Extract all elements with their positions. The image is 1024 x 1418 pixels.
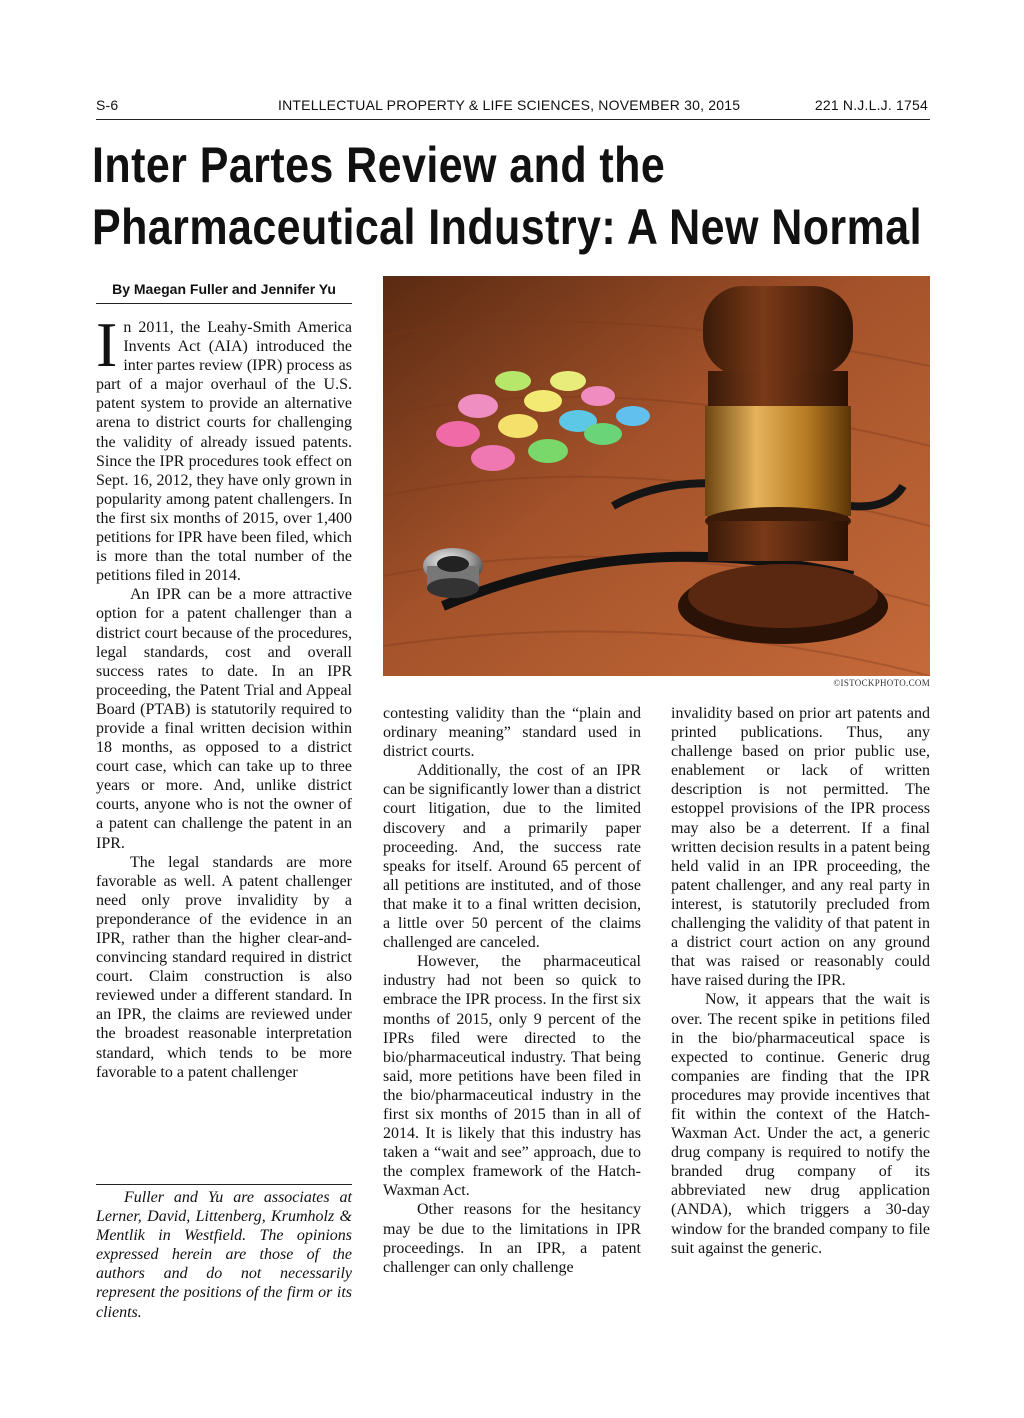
paragraph-4: contesting validity than the “plain and ordinary meaning” standard used in district courts. (383, 705, 641, 761)
gavel-stethoscope-pills-image (383, 276, 930, 676)
byline: By Maegan Fuller and Jennifer Yu (96, 281, 352, 304)
paragraph-1: In 2011, the Leahy-Smith America Invents Act (AIA) introduced the inter partes review (IPR) process as part of a major overhaul of the U.S. patent system to provide an alternative arena to district courts for challenging the validity of already issued patents. Since the IPR procedures took effect on Sept. 16, 2012, they have only grown in popularity among patent challengers. In the first six months of 2015, over 1,400 petitions for IPR have been filed, which is more than the total number of the petitions filed in 2014. (96, 309, 352, 585)
article-headline (92, 134, 922, 258)
drop-cap: I (96, 309, 118, 380)
headline-line-2: Pharmaceutical Industry: A New Normal (92, 199, 922, 255)
section-title: INTELLECTUAL PROPERTY & LIFE SCIENCES, NOVEMBER 30, 2015 (278, 97, 741, 113)
paragraph-3: The legal standards are more favorable as well. A patent challenger need only prove invalidity by a preponderance of the evidence in an IPR, rather than the higher clear-and-convincing standard required in district court. Claim construction is also reviewed under a different standard. In an IPR, the claims are reviewed under the broadest reasonable interpretation standard, which tends to be more favorable to a patent challenger (96, 853, 352, 1081)
column-3 (671, 704, 930, 1258)
paragraph-8: invalidity based on prior art patents and printed publications. Thus, any challenge based on prior public use, enablement or lack of written description is not permitted. The estoppel provisions of the IPR process may also be a deterrent. If a final written decision results in a patent being held valid in an IPR proceeding, the patent challenger, and any real party in interest, is statutorily precluded from challenging the validity of that patent in a district court action on any ground that was raised or reasonably could have raised during the IPR. (671, 705, 930, 990)
citation: 221 N.J.L.J. 1754 (814, 97, 928, 113)
headline-line-1: Inter Partes Review and the (92, 137, 666, 193)
page-number: S-6 (96, 97, 119, 113)
column-2 (383, 704, 641, 1277)
paragraph-6: However, the pharmaceutical industry had not been so quick to embrace the IPR process. In the first six months of 2015, only 9 percent of the IPRs filed were directed to the bio/pharmaceutical industry. That being said, more petitions have been filed in the bio/pharmaceutical industry in the first six months of 2015 than in all of 2014. It is likely that this industry has taken a “wait and see” approach, due to the complex framework of the Hatch-Waxman Act. (383, 953, 641, 1200)
photo-credit: ©ISTOCKPHOTO.COM (833, 678, 930, 688)
footnote-text: Fuller and Yu are associates at Lerner, David, Littenberg, Krumholz & Mentlik in Westfield. The opinions expressed herein are those of the authors and do not necessarily represent the positions of the firm or its clients. (96, 1189, 352, 1321)
running-header (96, 97, 930, 120)
paragraph-9: Now, it appears that the wait is over. The recent spike in petitions filed in the bio/pharmaceutical space is expected to continue. Generic drug companies are finding that the IPR procedures may provide incentives that fit within the context of the Hatch-Waxman Act. Under the act, a generic drug company is required to notify the branded drug company of its abbreviated new drug application (ANDA), which triggers a 30-day window for the branded company to file suit against the generic. (671, 991, 930, 1257)
column-1 (96, 309, 352, 1082)
paragraph-5: Additionally, the cost of an IPR can be significantly lower than a district court litigation, due to the limited discovery and a primarily paper proceeding. And, the success rate speaks for itself. Around 65 percent of all petitions are instituted, and of those that make it to a final written decision, a little over 50 percent of the claims challenged are canceled. (383, 762, 641, 952)
article-photo (383, 276, 930, 676)
paragraph-2: An IPR can be a more attractive option for a patent challenger than a district court because of the procedures, legal standards, cost and overall success rates to date. In an IPR proceeding, the Patent Trial and Appeal Board (PTAB) is statutorily required to provide a final written decision within 18 months, as opposed to a district court case, which can take up to three years or more. And, unlike district courts, anyone who is not the owner of a patent can challenge the patent in an IPR. (96, 586, 352, 852)
author-footnote (96, 1184, 352, 1322)
paragraph-7: Other reasons for the hesitancy may be due to the limitations in IPR proceedings. In an IPR, a patent challenger can only challenge (383, 1201, 641, 1276)
